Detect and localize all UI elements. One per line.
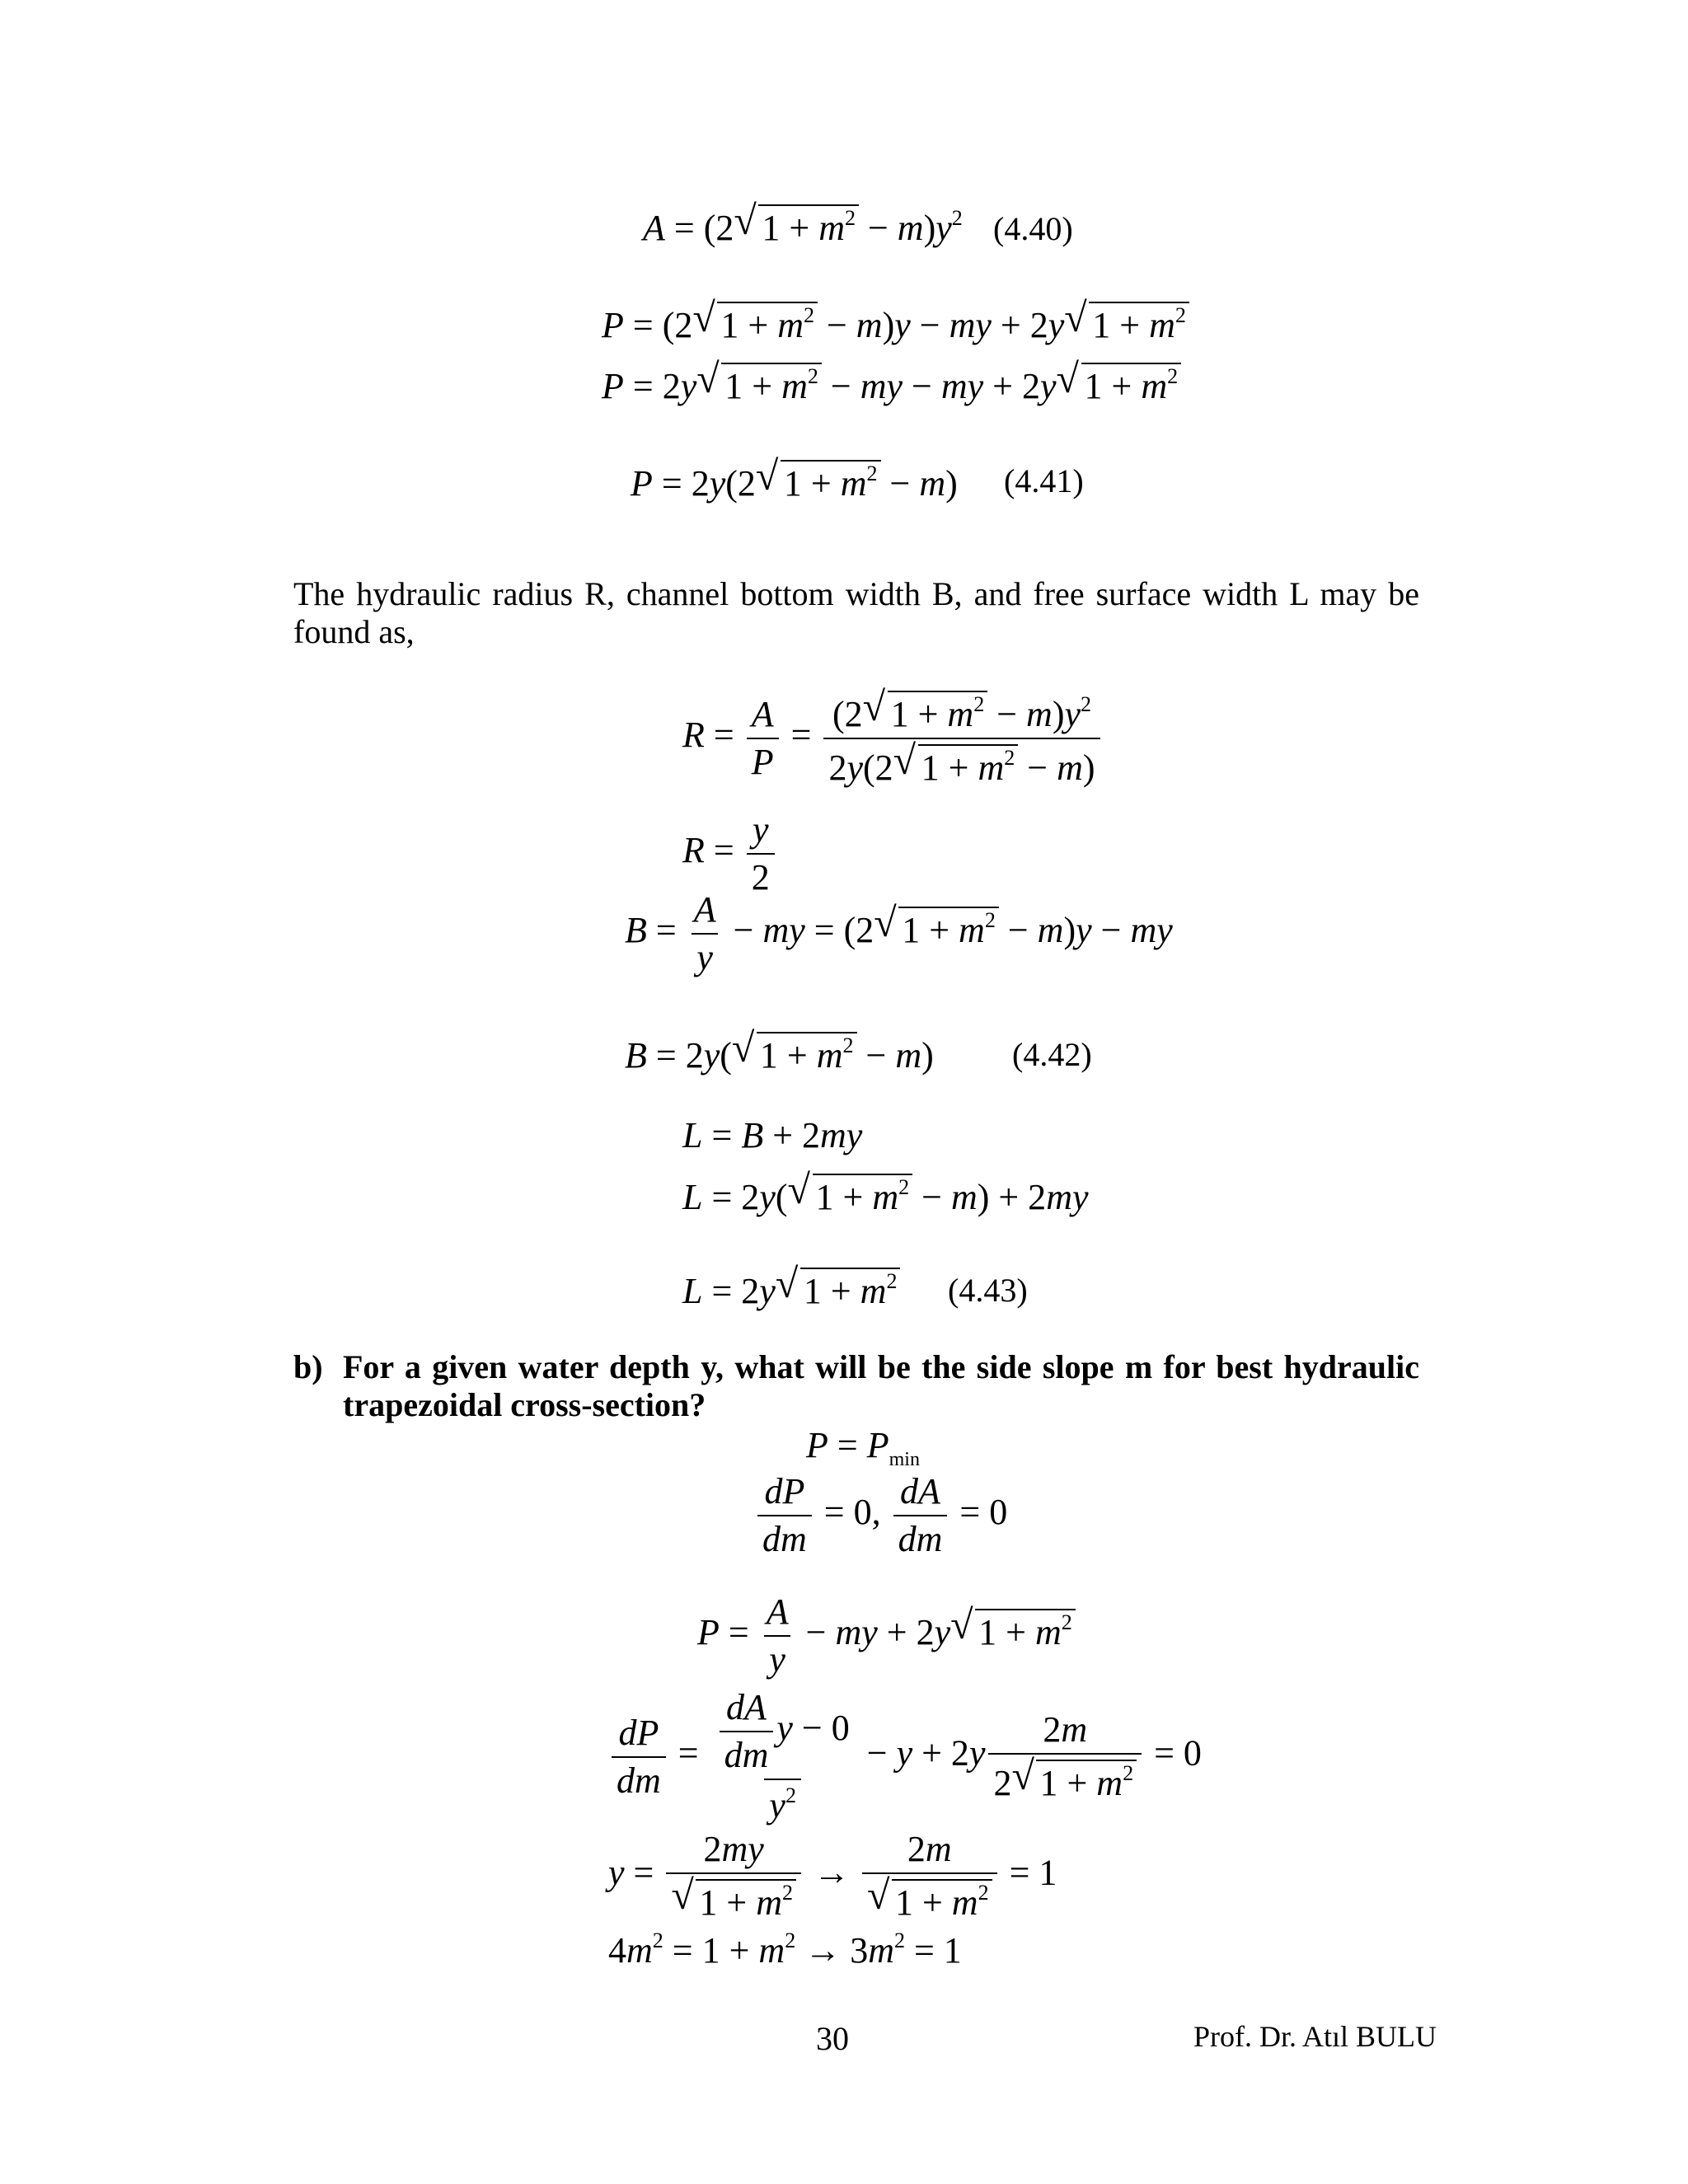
author-footer: Prof. Dr. Atıl BULU [1193, 2020, 1437, 2053]
equation-number: (4.41) [1004, 462, 1084, 499]
final-relation: $4m^2 = 1 + m^2 \to 3m^2 = 1$ [608, 1929, 962, 1971]
minimum-perimeter-condition: $P = P_{min}$ [806, 1425, 920, 1470]
equation-4-43: L = 2y √ $1 + m^2$ [682, 1268, 900, 1310]
perimeter-expression: P = $\frac{A}{y}$ − my + 2y √ $1 + m^2$ [697, 1594, 1076, 1678]
hydraulic-radius-result: R = $\frac{y}{2}$ [682, 812, 778, 896]
equation-number: (4.40) [993, 210, 1073, 247]
perimeter-step-1: P = (2 √ $1 + m^2 - m)y$ − my + 2y √ $1 + m^2$ [602, 302, 1189, 344]
equation-4-41: P = 2y(2 √ $1 + m^2 - m$) [631, 452, 958, 504]
bottom-width-definition: B = $\frac{A}{y}$ − my = (2 √ $1 + m^2 - m)y$ − my [625, 889, 1173, 977]
equation-number: (4.42) [1012, 1036, 1092, 1073]
surface-width-step: L = 2y( √ $1 + m^2 - m) + 2my$ [682, 1166, 1089, 1217]
equation-4-40: A = (2 √ $1 + m^2 - m)y^2$ [643, 197, 963, 248]
equation-number: (4.43) [948, 1272, 1028, 1309]
body-paragraph: The hydraulic radius R, channel bottom width B, and free surface width L may be found as, [293, 575, 1419, 650]
perimeter-step-2: P = 2y √ $1 + m^2$ − my − my + 2y √ $1 + m^2$ [602, 363, 1181, 405]
perimeter-derivative: $\frac{dP}{dm}$ = $\frac{dA}{dm}$ y − 0 $y^2$ − y + 2y 2m 2 √ $1 + m^2$ = 0 [608, 1690, 1202, 1824]
question-label: b) [293, 1348, 323, 1385]
equation-4-42: B = 2y( √ $1 + m^2 - m$) [625, 1024, 934, 1076]
question-text: For a given water depth y, what will be the side slope m for best hydraulic trapezoidal cross-section? [343, 1348, 1419, 1423]
depth-solution: y = 2my √ $1 + m^2$ → 2m √ $1 + m^2$ = 1 [608, 1829, 1057, 1923]
surface-width-definition: L = B + 2my [682, 1115, 863, 1155]
page-number: 30 [816, 2020, 849, 2057]
hydraulic-radius-definition: R = $\frac{A}{P}$ = (2 √ $1 + m^2 - m)y^2$ 2y(2 √ $1 + m^2 - m$) [682, 691, 1104, 786]
derivative-conditions: $\frac{dP}{dm}$ = 0, $\frac{dA}{dm}$ = 0 [754, 1474, 1007, 1558]
question-b [293, 1348, 1419, 1424]
